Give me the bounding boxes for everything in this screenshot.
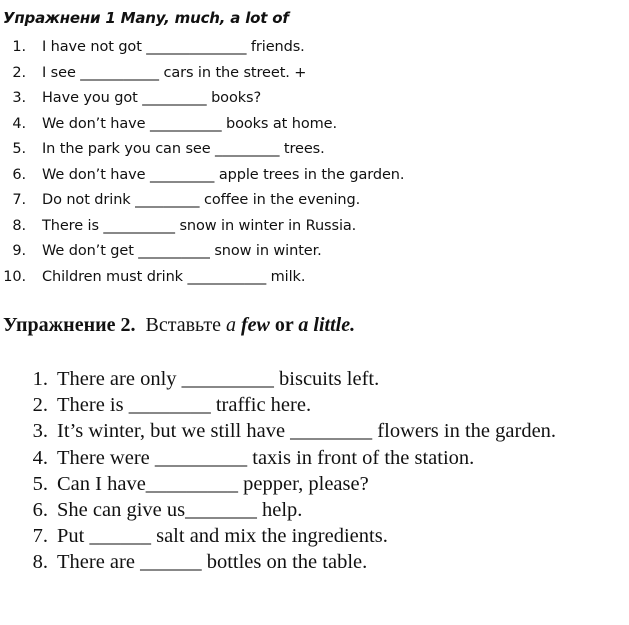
exercise2-title-prefix: Упражнение 2.	[3, 314, 136, 336]
item-number: 4.	[12, 115, 26, 132]
exercise2-item	[0, 445, 474, 471]
exercise2-item	[0, 392, 311, 418]
exercise1-item	[0, 87, 261, 109]
item-text: Have you got _________ books?	[42, 90, 262, 106]
item-text: We don’t have _________ apple trees in the garden.	[42, 166, 405, 183]
item-number: 3.	[12, 90, 26, 106]
exercise1-item	[0, 36, 305, 58]
item-number: 1.	[12, 39, 26, 55]
item-text: We don’t have __________ books at home.	[42, 115, 337, 132]
exercise2-instruction: Вставьте	[145, 314, 222, 336]
exercise2-item	[0, 497, 302, 523]
exercise2-word-or: or	[274, 314, 294, 336]
item-number: 5.	[32, 472, 48, 495]
item-number: 6.	[32, 499, 48, 521]
exercise2-title	[3, 314, 355, 337]
item-number: 10.	[3, 268, 26, 285]
exercise1-item	[0, 240, 322, 262]
item-number: 2.	[32, 394, 48, 417]
item-text: Do not drink _________ coffee in the evening.	[42, 192, 361, 208]
exercise1-item	[0, 189, 360, 211]
exercise1-item	[0, 138, 325, 160]
exercise1-item	[0, 266, 305, 288]
item-number: 7.	[32, 525, 48, 548]
exercise2-item	[0, 471, 369, 497]
item-text: She can give us_______ help.	[57, 499, 303, 521]
item-number: 7.	[12, 192, 26, 208]
item-number: 9.	[12, 243, 26, 259]
item-text: Can I have_________ pepper, please?	[57, 472, 369, 495]
exercise2-word-few: few	[241, 314, 270, 336]
item-number: 6.	[12, 166, 26, 183]
exercise1-item	[0, 215, 356, 237]
item-text: There is ________ traffic here.	[57, 394, 312, 417]
item-text: In the park you can see _________ trees.	[42, 141, 325, 157]
item-text: There is __________ snow in winter in Russia.	[42, 217, 357, 234]
exercise2-word-a-little: a little.	[298, 314, 356, 336]
item-number: 2.	[12, 64, 26, 81]
exercise1-item	[0, 113, 337, 135]
item-text: Put ______ salt and mix the ingredients.	[57, 525, 388, 548]
item-number: 5.	[12, 141, 26, 157]
item-text: It’s winter, but we still have ________ flowers in the garden.	[57, 420, 557, 443]
item-text: Children must drink ___________ milk.	[42, 268, 306, 285]
item-text: I have not got ______________ friends.	[42, 39, 305, 55]
exercise1-item	[0, 62, 306, 84]
item-text: There are ______ bottles on the table.	[57, 551, 368, 574]
item-number: 8.	[12, 217, 26, 234]
item-text: There are only _________ biscuits left.	[57, 368, 380, 390]
item-number: 8.	[32, 551, 48, 574]
exercise1-title: Упражнени 1 Many, much, a lot of	[3, 9, 289, 27]
item-text: I see ___________ cars in the street. +	[42, 64, 307, 81]
item-text: There were _________ taxis in front of the station.	[57, 446, 475, 469]
exercise2-item	[0, 366, 379, 392]
item-number: 3.	[32, 420, 48, 443]
item-number: 4.	[32, 446, 48, 469]
exercise2-item	[0, 549, 367, 575]
item-number: 1.	[32, 368, 48, 390]
exercise2-item	[0, 418, 556, 444]
item-text: We don’t get __________ snow in winter.	[42, 243, 322, 259]
exercise2-item	[0, 523, 388, 549]
exercise2-word-a: a	[226, 314, 237, 336]
exercise1-item	[0, 164, 404, 186]
